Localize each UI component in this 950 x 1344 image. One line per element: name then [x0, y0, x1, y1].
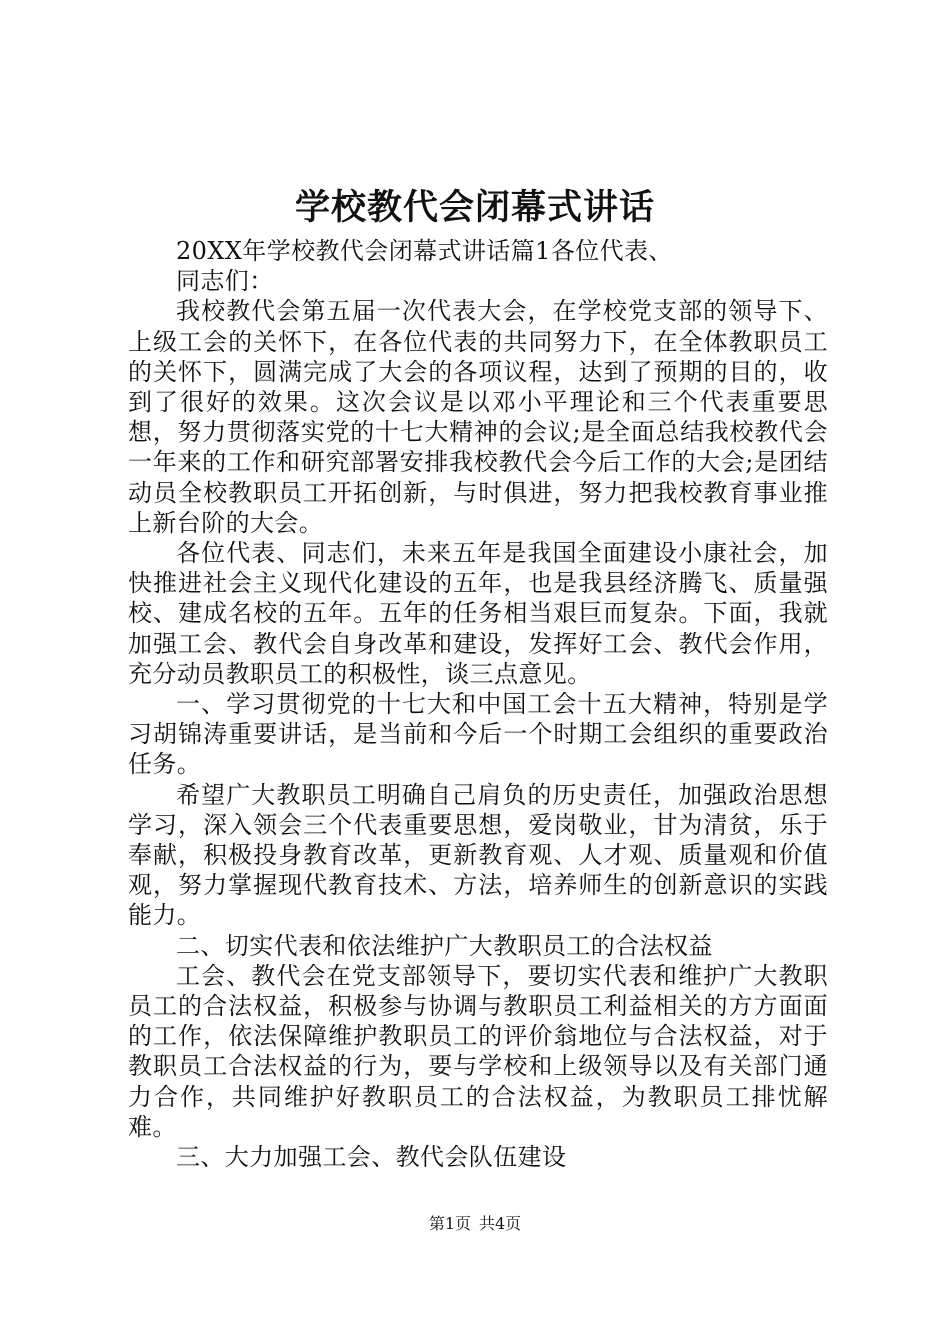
section-heading-1: 一、学习贯彻党的十七大和中国工会十五大精神，特别是学习胡锦涛重要讲话，是当前和今后一个时期工会组织的重要政治任务。	[128, 690, 828, 779]
paragraph-1: 我校教代会第五届一次代表大会，在学校党支部的领导下、上级工会的关怀下，在各位代表的共同努力下，在全体教职员工的关怀下，圆满完成了大会的各项议程，达到了预期的目的，收到了很好的效果。这次会议是以邓小平理论和三个代表重要思想，努力贯彻落实党的十七大精神的会议;是全面总结我校教代会一年来的工作和研究部署安排我校教代会今后工作的大会;是团结动员全校教职员工开拓创新，与时俱进，努力把我校教育事业推上新台阶的大会。	[128, 297, 828, 537]
document-body	[128, 236, 828, 1172]
page-number: 第1页	[428, 1214, 471, 1233]
section-heading-3: 三、大力加强工会、教代会队伍建设	[176, 1143, 567, 1172]
paragraph-intro: 20XX年学校教代会闭幕式讲话篇1各位代表、	[176, 237, 673, 265]
paragraph-salutation: 同志们：	[176, 267, 274, 296]
page-footer	[0, 1212, 950, 1236]
paragraph-3: 希望广大教职员工明确自己肩负的历史责任，加强政治思想学习，深入领会三个代表重要思想，爱岗敬业，甘为清贫，乐于奉献，积极投身教育改革，更新教育观、人才观、质量观和价值观，努力掌握现代教育技术、方法，培养师生的创新意识的实践能力。	[128, 780, 828, 930]
paragraph-4: 工会、教代会在党支部领导下，要切实代表和维护广大教职员工的合法权益，积极参与协调与教职员工利益相关的方方面面的工作，依法保障维护教职员工的评价翁地位与合法权益，对于教职员工合法权益的行为，要与学校和上级领导以及有关部门通力合作，共同维护好教职员工的合法权益，为教职员工排忧解难。	[128, 961, 828, 1141]
section-heading-2: 二、切实代表和依法维护广大教职员工的合法权益	[176, 931, 713, 960]
page-total: 共4页	[479, 1214, 522, 1233]
paragraph-2: 各位代表、同志们，未来五年是我国全面建设小康社会，加快推进社会主义现代化建设的五年，也是我县经济腾飞、质量强校、建成名校的五年。五年的任务相当艰巨而复杂。下面，我就加强工会、教代会自身改革和建设，发挥好工会、教代会作用，充分动员教职员工的积极性，谈三点意见。	[128, 539, 828, 688]
document-title: 学校教代会闭幕式讲话	[294, 187, 655, 228]
